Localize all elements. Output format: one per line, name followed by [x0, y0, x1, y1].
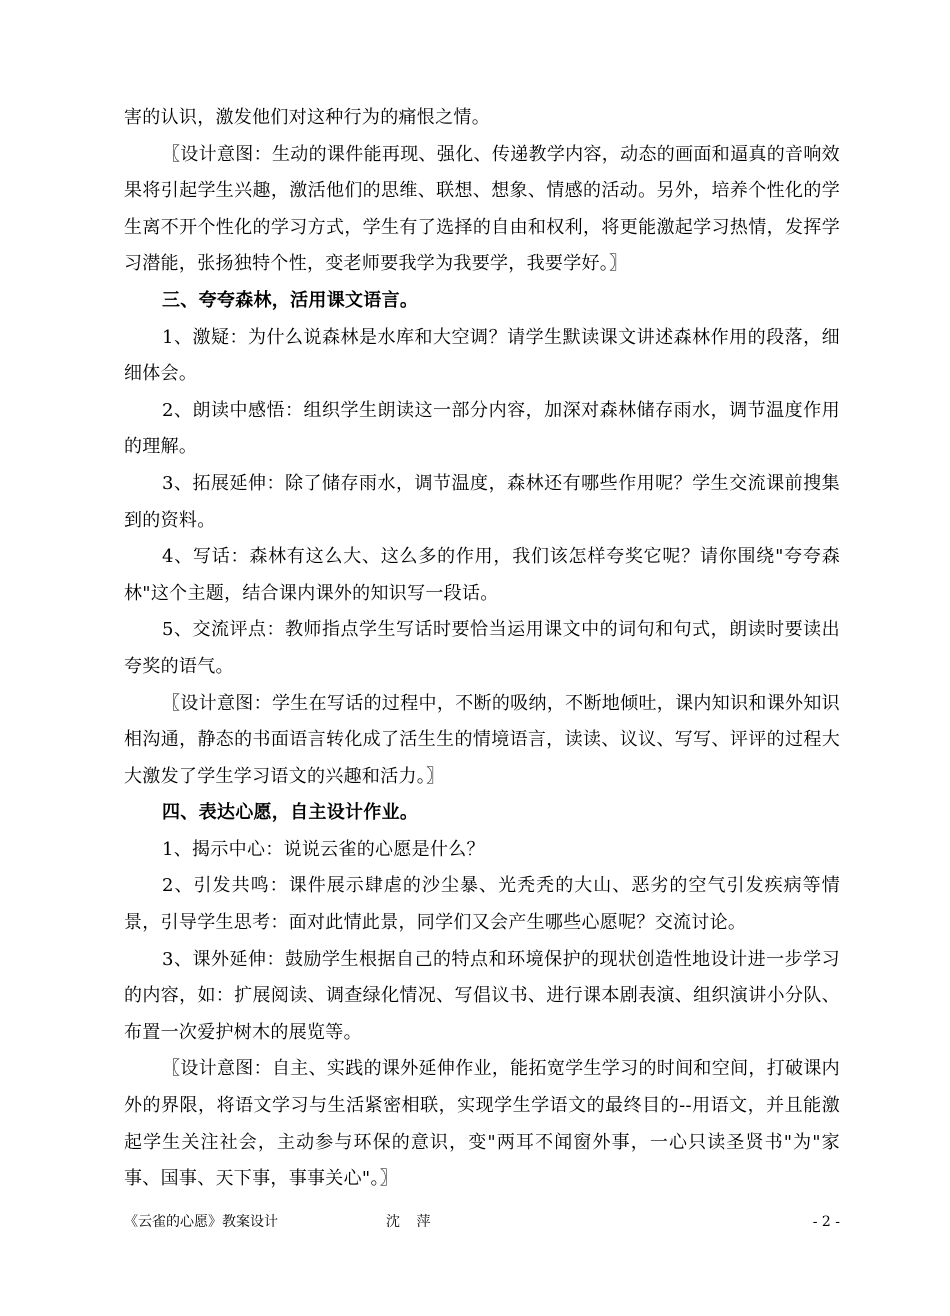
step-paragraph: 2、引发共鸣：课件展示肆虐的沙尘暴、光秃秃的大山、恶劣的空气引发疾病等情景，引导学生思考：面对此情此景，同学们又会产生哪些心愿呢？交流讨论。 [124, 875, 840, 934]
step-paragraph: 4、写话：森林有这么大、这么多的作用，我们该怎样夸奖它呢？请你围绕"夸夸森林"这个主题，结合课内课外的知识写一段话。 [124, 546, 840, 604]
paragraph-continuation: 害的认识，激发他们对这种行为的痛恨之情。 [124, 107, 490, 128]
section-heading-three: 三、夸夸森林，活用课文语言。 [162, 289, 419, 311]
step-paragraph: 1、激疑：为什么说森林是水库和大空调？请学生默读课文讲述森林作用的段落，细细体会。 [124, 326, 840, 385]
footer-page-number: - 2 - [812, 1214, 840, 1230]
design-intent-note: 〖设计意图：生动的课件能再现、强化、传递教学内容，动态的画面和逼真的音响效果将引起学生兴趣，激活他们的思维、联想、想象、情感的活动。另外，培养个性化的学生离不开个性化的学习方式，学生有了选择的自由和权利，将更能激起学习热情，发挥学习潜能，张扬独特个性，变老师要我学为我要学，我要学好。〗 [124, 143, 840, 275]
step-paragraph: 2、朗读中感悟：组织学生朗读这一部分内容，加深对森林储存雨水，调节温度作用的理解。 [124, 399, 840, 458]
section-heading-four: 四、表达心愿，自主设计作业。 [162, 802, 419, 824]
step-paragraph: 3、拓展延伸：除了储存雨水，调节温度，森林还有哪些作用呢？学生交流课前搜集到的资料。 [124, 472, 840, 531]
step-paragraph: 1、揭示中心：说说云雀的心愿是什么？ [162, 838, 485, 860]
document-body [124, 100, 840, 1198]
step-paragraph: 5、交流评点：教师指点学生写话时要恰当运用课文中的词句和句式，朗读时要读出夸奖的语气。 [124, 619, 840, 677]
design-intent-note: 〖设计意图：学生在写话的过程中，不断的吸纳，不断地倾吐，课内知识和课外知识相沟通，静态的书面语言转化成了活生生的情境语言，读读、议议、写写、评评的过程大大激发了学生学习语文的兴趣和活力。〗 [124, 692, 840, 787]
footer-author: 沈 萍 [386, 1214, 437, 1230]
footer-document-title: 《云雀的心愿》教案设计 [124, 1214, 278, 1230]
page-footer [124, 1212, 840, 1232]
design-intent-note: 〖设计意图：自主、实践的课外延伸作业，能拓宽学生学习的时间和空间，打破课内外的界限，将语文学习与生活紧密相联，实现学生学语文的最终目的--用语文，并且能激起学生关注社会，主动参与环保的意识，变"两耳不闻窗外事，一心只读圣贤书"为"家事、国事、天下事，事事关心"。〗 [124, 1058, 840, 1190]
step-paragraph: 3、课外延伸：鼓励学生根据自己的特点和环境保护的现状创造性地设计进一步学习的内容，如：扩展阅读、调查绿化情况、写倡议书、进行课本剧表演、组织演讲小分队、布置一次爱护树木的展览等。 [124, 948, 840, 1043]
